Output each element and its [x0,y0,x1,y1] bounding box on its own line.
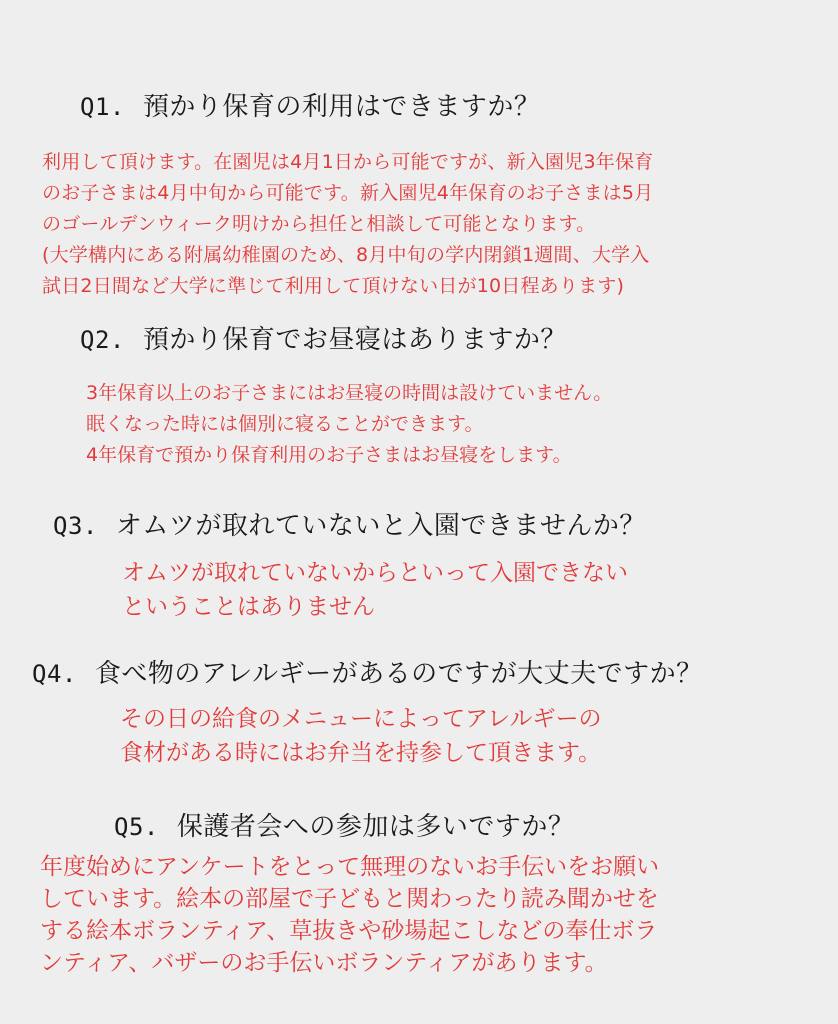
answer-1 [42,147,653,302]
answer-line: 4年保育で預かり保育利用のお子さまはお昼寝をします。 [86,444,572,466]
answer-4 [120,702,602,770]
question-3 [53,509,646,543]
answer-line: しています。絵本の部屋で子どもと関わったり読み聞かせを [40,886,659,912]
answer-line: 3年保育以上のお子さまにはお昼寝の時間は設けていません。 [86,382,613,404]
answer-line: 眠くなった時には個別に寝ることができます。 [86,413,484,435]
answer-2 [86,378,612,471]
answer-line: する絵本ボランティア、草抜きや砂場起こしなどの奉仕ボラ [40,918,658,944]
answer-line: 年度始めにアンケートをとって無理のないお手伝いをお願い [40,854,660,880]
question-text: 保護者会への参加は多いですか？ [176,812,575,842]
question-2 [80,323,567,357]
answer-line: 食材がある時にはお弁当を持参して頂きます。 [120,740,602,766]
question-number: Q3. [53,512,98,540]
answer-line: 試日2日間など大学に準じて利用して頂けない日が10日程あります) [42,275,625,297]
question-1 [80,90,540,124]
answer-5 [40,851,659,979]
question-number: Q2. [80,326,125,354]
question-number: Q1. [80,93,125,121]
question-text: オムツが取れていないと入園できませんか？ [115,511,646,541]
question-number: Q4. [32,660,77,688]
question-text: 預かり保育でお昼寝はありますか？ [142,325,567,355]
answer-line: (大学構内にある附属幼稚園のため、8月中旬の学内閉鎖1週間、大学入 [42,244,650,266]
answer-line: ンティア、バザーのお手伝いボランティアがあります。 [40,950,608,976]
answer-line: のゴールデンウィーク明けから担任と相談して可能となります。 [42,213,596,235]
answer-3 [122,556,628,624]
answer-line: その日の給食のメニューによってアレルギーの [120,706,602,732]
answer-line: のお子さまは4月中旬から可能です。新入園児4年保育のお子さまは5月 [42,182,654,204]
question-text: 預かり保育の利用はできますか？ [142,92,541,122]
answer-line: オムツが取れていないからといって入園できない [122,560,628,586]
question-4 [32,657,703,691]
question-5 [114,810,574,844]
answer-line: 利用して頂けます。在園児は4月1日から可能ですが、新入園児3年保育 [42,151,654,173]
question-number: Q5. [114,813,159,841]
question-text: 食べ物のアレルギーがあるのですが大丈夫ですか？ [94,659,703,689]
answer-line: ということはありません [122,594,375,620]
